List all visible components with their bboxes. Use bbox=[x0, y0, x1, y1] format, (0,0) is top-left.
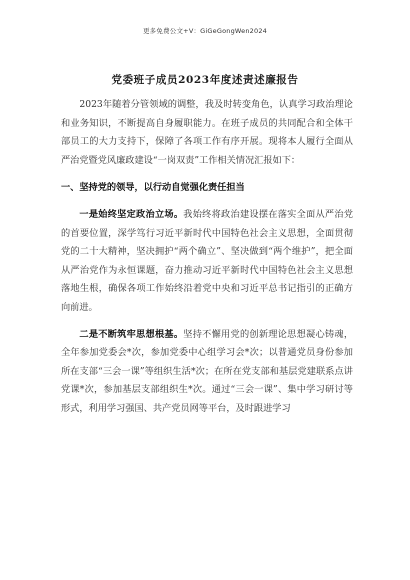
point-1-paragraph bbox=[61, 206, 353, 318]
document-body bbox=[61, 96, 353, 419]
point-2-text: 坚持不懈用党的创新理论思想凝心铸魂，全年参加党委会*次，参加党委中心组学习会*次；以普通党员身份参加所在支部“三会一课”等组织生活*次；在所在党支部和基层党建联系点讲党课*次，参加基层支部组织生*次。通过“三会一课”、集中学习研讨等形式，利用学习强国、共产党员网等平台，及时跟进学习 bbox=[61, 328, 354, 414]
point-2-lead: 二是不断筑牢思想根基。 bbox=[79, 328, 184, 340]
paragraph-gap bbox=[61, 318, 353, 326]
document-title: 党委班子成员2023年度述责述廉报告 bbox=[111, 74, 299, 86]
intro-paragraph: 2023年随着分管领域的调整，我及时转变角色，认真学习政治理论和业务知识，不断提高自身履职能力。在班子成员的共同配合和全体干部员工的大力支持下，保障了各项工作有序开展。现将本人履行全面从严治党暨党风廉政建设“一岗双责”工作相关情况汇报如下： bbox=[61, 99, 353, 166]
paragraph-gap bbox=[61, 198, 353, 206]
header-watermark-note: 更多免费公文+V：GiGeGongWen2024 bbox=[142, 27, 268, 35]
section-heading-1: 一、坚持党的领导，以行动自觉强化责任担当 bbox=[61, 182, 245, 194]
point-1-text: 我始终将政治建设摆在落实全面从严治党的首要位置，深学笃行习近平新时代中国特色社会主义思想，全面贯彻党的二十大精神，坚决拥护“两个确立”、坚决做到“两个维护”，把全面从严治党作为永恒课题，奋力推动习近平新时代中国特色社会主义思想落地生根，确保各项工作始终沿着党中央和习近平总书记指引的正确方向前进。 bbox=[61, 208, 354, 313]
paragraph-gap bbox=[61, 170, 353, 178]
point-1-lead: 一是始终坚定政治立场。 bbox=[79, 208, 184, 220]
point-2-paragraph bbox=[61, 326, 353, 419]
